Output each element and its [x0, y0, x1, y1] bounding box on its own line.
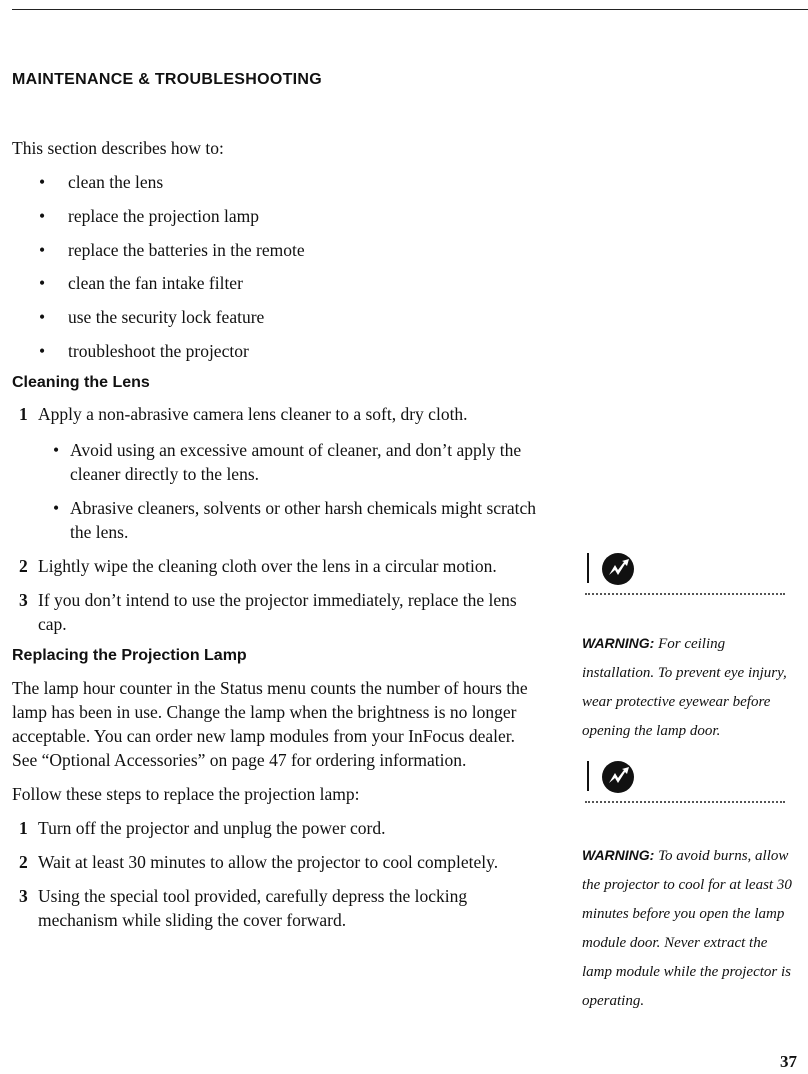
- margin-bar: [587, 553, 589, 583]
- lamp-step-2: [12, 850, 542, 874]
- warning-bolt-icon: [602, 553, 634, 585]
- intro-list: [12, 170, 542, 363]
- main-column: [12, 136, 542, 932]
- list-item: • clean the lens: [12, 170, 542, 194]
- step-text: Lightly wipe the cleaning cloth over the lens in a circular motion.: [38, 555, 497, 576]
- intro-text: This section describes how to:: [12, 138, 224, 158]
- dotted-separator: [585, 593, 785, 595]
- list-item: • replace the batteries in the remote: [12, 238, 542, 262]
- step-number: 2: [19, 851, 28, 872]
- cleaning-title: Cleaning the Lens: [12, 373, 150, 391]
- list-item: [12, 438, 542, 486]
- warning-label: WARNING:: [582, 847, 655, 863]
- warning-text: To avoid burns, allow the projector to cool for at least 30 minutes before you open the lamp module door. Never extract the lamp module while the projector is operating.: [582, 848, 792, 1009]
- bullet-text: • Abrasive cleaners, solvents or other harsh chemicals might scratch the lens.: [70, 497, 537, 542]
- list-item: • clean the fan intake filter: [12, 271, 542, 295]
- step-number: 1: [19, 403, 28, 424]
- step-number: 3: [19, 589, 28, 610]
- warning-marker: [585, 761, 785, 821]
- step-text: If you don’t intend to use the projector immediately, replace the lens cap.: [38, 589, 517, 634]
- step-text: Using the special tool provided, carefully depress the locking mechanism while sliding the cover forward.: [38, 885, 468, 930]
- warning-note: [582, 841, 800, 1016]
- step-number: 3: [19, 885, 28, 906]
- cleaning-step-3: [12, 588, 542, 636]
- margin-bar: [587, 761, 589, 791]
- step-number: 2: [19, 555, 28, 576]
- cleaning-bullets: [12, 438, 542, 544]
- bullet-text: • Avoid using an excessive amount of cleaner, and don’t apply the cleaner directly to the lens.: [70, 439, 522, 484]
- list-item: [12, 496, 542, 544]
- lamp-step-1: [12, 816, 542, 840]
- list-item: • use the security lock feature: [12, 305, 542, 329]
- step-number: 1: [19, 817, 28, 838]
- cleaning-step-2: [12, 554, 542, 578]
- step-text: Wait at least 30 minutes to allow the projector to cool completely.: [38, 851, 499, 872]
- section-heading: MAINTENANCE & TROUBLESHOOTING: [12, 71, 323, 88]
- lamp-paragraph: The lamp hour counter in the Status menu counts the number of hours the lamp has been in use. Change the lamp when the brightness is no longer acceptable. You can order new lamp modules from your InFocus dealer. See “Optional Accessories” on page 47 for ordering information.: [12, 677, 528, 770]
- cleaning-step-1: [12, 402, 542, 426]
- list-item: • replace the projection lamp: [12, 204, 542, 228]
- step-text: Apply a non-abrasive camera lens cleaner to a soft, dry cloth.: [38, 403, 468, 424]
- warning-bolt-icon: [602, 761, 634, 793]
- warning-marker: [585, 553, 785, 613]
- warning-note: [582, 629, 800, 746]
- dotted-separator: [585, 801, 785, 803]
- top-rule: [12, 9, 808, 10]
- warning-label: WARNING:: [582, 635, 655, 651]
- lamp-step-3: [12, 884, 542, 932]
- list-item: • troubleshoot the projector: [12, 339, 542, 363]
- step-text: Turn off the projector and unplug the power cord.: [38, 817, 386, 838]
- page-number: 37: [780, 1052, 797, 1071]
- warning-text: For ceiling installation. To prevent eye injury, wear protective eyewear before opening the lamp door.: [582, 636, 787, 739]
- lamp-steps-intro: Follow these steps to replace the projection lamp:: [12, 783, 360, 804]
- lamp-title: Replacing the Projection Lamp: [12, 646, 247, 664]
